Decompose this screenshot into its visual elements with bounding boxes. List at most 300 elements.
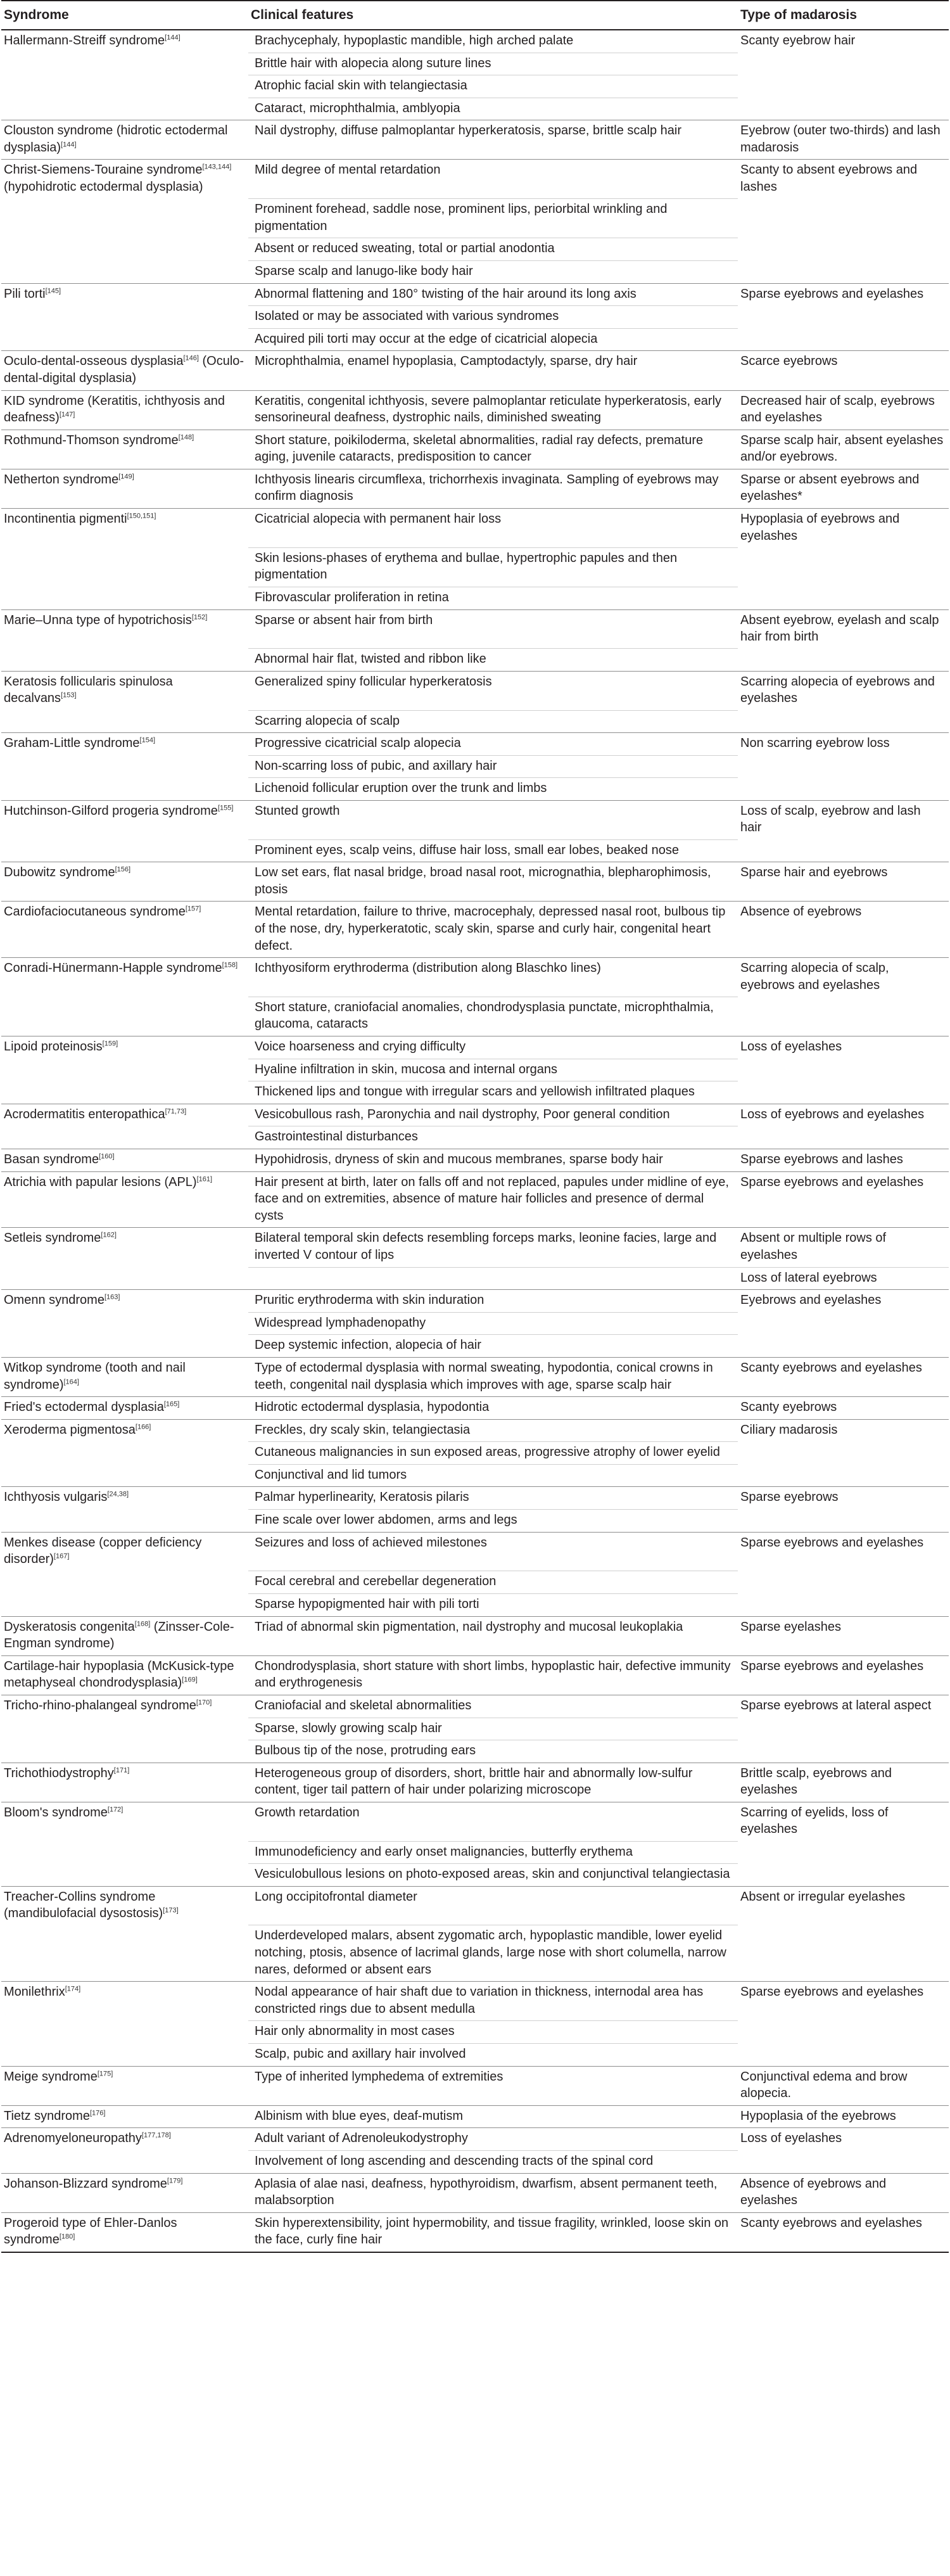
table-row: [1, 2128, 949, 2151]
madarosis-type-cell: Sparse eyebrows and eyelashes: [738, 283, 949, 306]
madarosis-type-cell: [738, 2021, 949, 2044]
reference-marker: [153]: [61, 691, 77, 699]
table-row: [1, 306, 949, 329]
syndrome-name: Witkop syndrome (tooth and nail syndrome): [4, 1360, 186, 1392]
table-row: [1, 1335, 949, 1358]
clinical-feature-cell: Ichthyosis linearis circumflexa, trichorrhexis invaginata. Sampling of eyebrows may confirm diagnosis: [248, 469, 738, 508]
madarosis-type-cell: [738, 1442, 949, 1465]
madarosis-type-cell: Eyebrows and eyelashes: [738, 1290, 949, 1313]
syndrome-name: Netherton syndrome: [4, 472, 119, 487]
madarosis-type-cell: [738, 1510, 949, 1533]
table-row: [1, 2105, 949, 2128]
clinical-feature-cell: Microphthalmia, enamel hypoplasia, Camptodactyly, sparse, dry hair: [248, 351, 738, 390]
madarosis-type-cell: Loss of eyelashes: [738, 2128, 949, 2151]
syndrome-cell: [1, 1104, 248, 1126]
syndrome-name: Monilethrix: [4, 1985, 65, 1999]
reference-marker: [146]: [183, 354, 199, 362]
reference-marker: [71,73]: [165, 1107, 187, 1116]
madarosis-type-cell: [738, 260, 949, 283]
syndrome-name: Conradi-Hünermann-Happle syndrome: [4, 961, 222, 976]
clinical-feature-cell: Hair only abnormality in most cases: [248, 2021, 738, 2044]
clinical-feature-cell: Heterogeneous group of disorders, short, brittle hair and abnormally low-sulfur content, tiger tail pattern of hair under polarizing microscope: [248, 1763, 738, 1802]
table-row: [1, 1397, 949, 1420]
table-row: [1, 53, 949, 75]
madarosis-type-cell: [738, 1464, 949, 1487]
syndrome-cell: [1, 1487, 248, 1510]
syndrome-cell: [1, 1763, 248, 1802]
table-row: [1, 1841, 949, 1864]
syndrome-cell: [1, 1267, 248, 1290]
clinical-feature-cell: Vesicobullous rash, Paronychia and nail dystrophy, Poor general condition: [248, 1104, 738, 1126]
header-clinical-features: Clinical features: [248, 1, 738, 30]
table-row: [1, 1763, 949, 1802]
clinical-feature-cell: Hyaline infiltration in skin, mucosa and internal organs: [248, 1059, 738, 1081]
madarosis-type-cell: [738, 1925, 949, 1982]
syndrome-cell: [1, 547, 248, 587]
clinical-feature-cell: Short stature, craniofacial anomalies, chondrodysplasia punctate, microphthalmia, glaucoma, cataracts: [248, 997, 738, 1036]
clinical-feature-cell: Hypohidrosis, dryness of skin and mucous membranes, sparse body hair: [248, 1149, 738, 1171]
reference-marker: [160]: [99, 1152, 115, 1161]
syndrome-cell: [1, 1335, 248, 1358]
table-row: [1, 238, 949, 261]
clinical-feature-cell: Long occipitofrontal diameter: [248, 1886, 738, 1925]
madarosis-type-cell: [738, 2044, 949, 2067]
reference-marker: [177,178]: [141, 2131, 171, 2139]
madarosis-type-cell: [738, 649, 949, 672]
madarosis-type-cell: Sparse or absent eyebrows and eyelashes*: [738, 469, 949, 508]
syndrome-name: Dubowitz syndrome: [4, 865, 115, 880]
table-row: [1, 1740, 949, 1763]
madarosis-type-cell: Hypoplasia of eyebrows and eyelashes: [738, 509, 949, 548]
clinical-feature-cell: Cutaneous malignancies in sun exposed areas, progressive atrophy of lower eyelid: [248, 1442, 738, 1465]
table-row: [1, 1510, 949, 1533]
table-row: [1, 1982, 949, 2021]
madarosis-type-cell: [738, 1864, 949, 1887]
syndrome-cell: [1, 2066, 248, 2105]
clinical-feature-cell: Pruritic erythroderma with skin induration: [248, 1290, 738, 1313]
clinical-feature-cell: Conjunctival and lid tumors: [248, 1464, 738, 1487]
syndrome-name: Incontinentia pigmenti: [4, 512, 127, 526]
clinical-feature-cell: Scalp, pubic and axillary hair involved: [248, 2044, 738, 2067]
reference-marker: [163]: [104, 1293, 120, 1301]
syndrome-name: Setleis syndrome: [4, 1231, 101, 1246]
clinical-feature-cell: Voice hoarseness and crying difficulty: [248, 1036, 738, 1059]
reference-marker: [149]: [118, 473, 134, 481]
madarosis-type-cell: Sparse eyebrows and lashes: [738, 1149, 949, 1171]
madarosis-type-cell: Absence of eyebrows and eyelashes: [738, 2173, 949, 2212]
table-row: [1, 1104, 949, 1126]
syndrome-cell: [1, 1290, 248, 1313]
syndrome-name: Meige syndrome: [4, 2069, 98, 2084]
syndrome-cell: [1, 710, 248, 733]
madarosis-type-cell: Sparse eyebrows and eyelashes: [738, 1655, 949, 1695]
syndrome-cell: [1, 587, 248, 609]
syndrome-name: Bloom's syndrome: [4, 1805, 108, 1820]
reference-marker: [168]: [134, 1619, 151, 1628]
header-syndrome: Syndrome: [1, 1, 248, 30]
reference-marker: [176]: [89, 2109, 106, 2117]
syndrome-name: Trichothiodystrophy: [4, 1766, 114, 1780]
syndrome-cell: [1, 800, 248, 839]
syndrome-cell: [1, 469, 248, 508]
table-row: [1, 260, 949, 283]
clinical-feature-cell: Nail dystrophy, diffuse palmoplantar hyperkeratosis, sparse, brittle scalp hair: [248, 120, 738, 160]
reference-marker: [24,38]: [107, 1490, 129, 1498]
clinical-feature-cell: Low set ears, flat nasal bridge, broad nasal root, micrognathia, blepharophimosis, ptosis: [248, 862, 738, 902]
table-row: [1, 75, 949, 98]
table-row: [1, 547, 949, 587]
clinical-feature-cell: Prominent forehead, saddle nose, prominent lips, periorbital wrinkling and pigmentation: [248, 199, 738, 238]
syndrome-name: Cartilage-hair hypoplasia (McKusick-type metaphyseal chondrodysplasia): [4, 1659, 234, 1690]
clinical-feature-cell: Vesiculobullous lesions on photo-exposed areas, skin and conjunctival telangiectasia: [248, 1864, 738, 1887]
madarosis-type-cell: Absent eyebrow, eyelash and scalp hair from birth: [738, 609, 949, 649]
madarosis-type-cell: Scarring alopecia of scalp, eyebrows and eyelashes: [738, 958, 949, 997]
syndrome-name-suffix: (Zinsser-Cole-Engman syndrome): [4, 1619, 234, 1651]
reference-marker: [159]: [102, 1040, 118, 1048]
reference-marker: [169]: [182, 1676, 198, 1684]
clinical-feature-cell: Nodal appearance of hair shaft due to variation in thickness, internodal area has constricted rings due to absent medulla: [248, 1982, 738, 2021]
table-row: [1, 328, 949, 351]
clinical-feature-cell: Albinism with blue eyes, deaf-mutism: [248, 2105, 738, 2128]
clinical-feature-cell: Brittle hair with alopecia along suture lines: [248, 53, 738, 75]
table-body: [1, 30, 949, 2252]
table-row: [1, 862, 949, 902]
madarosis-type-cell: Scarce eyebrows: [738, 351, 949, 390]
reference-marker: [143,144]: [202, 163, 232, 171]
syndrome-cell: [1, 120, 248, 160]
syndrome-name: Fried's ectodermal dysplasia: [4, 1400, 164, 1415]
clinical-feature-cell: Mental retardation, failure to thrive, macrocephaly, depressed nasal root, bulbous tip of the nose, dry, hyperkeratotic, scaly skin, sparse and curly hair, congenital heart defect.: [248, 902, 738, 958]
madarosis-type-cell: Sparse eyebrows at lateral aspect: [738, 1695, 949, 1718]
syndrome-cell: [1, 1571, 248, 1594]
table-row: [1, 1036, 949, 1059]
syndrome-cell: [1, 1442, 248, 1465]
reference-marker: [157]: [185, 905, 201, 913]
reference-marker: [156]: [115, 865, 131, 874]
syndrome-name: Ichthyosis vulgaris: [4, 1490, 108, 1505]
syndrome-name: Progeroid type of Ehler-Danlos syndrome: [4, 2216, 177, 2247]
table-row: [1, 1059, 949, 1081]
reference-marker: [144]: [61, 141, 77, 149]
clinical-feature-cell: Sparse, slowly growing scalp hair: [248, 1718, 738, 1740]
syndrome-cell: [1, 778, 248, 801]
clinical-feature-cell: Abnormal flattening and 180° twisting of the hair around its long axis: [248, 283, 738, 306]
table-row: [1, 1571, 949, 1594]
madarosis-type-cell: [738, 710, 949, 733]
reference-marker: [180]: [59, 2233, 75, 2241]
reference-marker: [174]: [65, 1985, 81, 1993]
clinical-feature-cell: Skin hyperextensibility, joint hypermobility, and tissue fragility, wrinkled, loose skin on the face, curly fine hair: [248, 2212, 738, 2252]
clinical-feature-cell: Short stature, poikiloderma, skeletal abnormalities, radial ray defects, premature aging, juvenile cataracts, predisposition to cancer: [248, 430, 738, 469]
syndrome-cell: [1, 1802, 248, 1841]
syndrome-name: Graham-Little syndrome: [4, 736, 140, 751]
clinical-feature-cell: Type of ectodermal dysplasia with normal sweating, hypodontia, conical crowns in teeth, congenital nail dysplasia which improves with age, sparse scalp hair: [248, 1357, 738, 1396]
table-row: [1, 1126, 949, 1149]
syndrome-name: Atrichia with papular lesions (APL): [4, 1175, 197, 1189]
reference-marker: [145]: [45, 286, 61, 295]
reference-marker: [166]: [135, 1423, 151, 1431]
syndrome-name: Marie–Unna type of hypotrichosis: [4, 613, 192, 627]
syndrome-name: Tietz syndrome: [4, 2108, 90, 2123]
table-row: [1, 1695, 949, 1718]
clinical-feature-cell: Brachycephaly, hypoplastic mandible, high arched palate: [255, 33, 574, 48]
table-row: [1, 160, 949, 199]
clinical-feature-cell: Progressive cicatricial scalp alopecia: [248, 733, 738, 756]
clinical-feature-cell: Atrophic facial skin with telangiectasia: [248, 75, 738, 98]
table-row: [1, 1267, 949, 1290]
reference-marker: [150,151]: [127, 512, 156, 520]
table-row: [1, 30, 949, 53]
clinical-feature-cell: Immunodeficiency and early onset malignancies, butterfly erythema: [248, 1841, 738, 1864]
madarosis-type-cell: Sparse eyelashes: [738, 1616, 949, 1655]
madarosis-type-cell: [738, 98, 949, 120]
reference-marker: [172]: [107, 1806, 124, 1814]
syndrome-cell: [1, 609, 248, 649]
syndrome-cell: [1, 1982, 248, 2021]
madarosis-type-cell: [738, 2150, 949, 2173]
syndrome-name-suffix: (Oculo-dental-digital dysplasia): [4, 354, 244, 385]
madarosis-type-cell: [738, 238, 949, 261]
madarosis-type-cell: Loss of lateral eyebrows: [738, 1267, 949, 1290]
syndrome-name: Menkes disease (copper deficiency disorder): [4, 1535, 202, 1567]
table-row: [1, 997, 949, 1036]
clinical-feature-cell: Adult variant of Adrenoleukodystrophy: [248, 2128, 738, 2151]
madarosis-type-cell: Brittle scalp, eyebrows and eyelashes: [738, 1763, 949, 1802]
clinical-feature-cell: Palmar hyperlinearity, Keratosis pilaris: [248, 1487, 738, 1510]
madarosis-type-cell: [738, 53, 949, 75]
syndrome-cell: [1, 1228, 248, 1267]
clinical-feature-cell: Gastrointestinal disturbances: [248, 1126, 738, 1149]
table-row: [1, 671, 949, 710]
syndrome-cell: [1, 649, 248, 672]
table-row: [1, 2021, 949, 2044]
madarosis-syndromes-table: [1, 0, 949, 2253]
reference-marker: [173]: [163, 1906, 179, 1915]
header-row: [1, 1, 949, 30]
reference-marker: [158]: [222, 961, 238, 969]
syndrome-cell: [1, 430, 248, 469]
clinical-feature-cell: Aplasia of alae nasi, deafness, hypothyroidism, dwarfism, absent permanent teeth, malabsorption: [248, 2173, 738, 2212]
madarosis-type-cell: [738, 1593, 949, 1616]
reference-marker: [147]: [59, 411, 75, 419]
clinical-feature-cell: Sparse scalp and lanugo-like body hair: [248, 260, 738, 283]
clinical-feature-cell: Non-scarring loss of pubic, and axillary hair: [248, 755, 738, 778]
syndrome-cell: [1, 238, 248, 261]
syndrome-cell: [1, 1718, 248, 1740]
syndrome-name: Hutchinson-Gilford progeria syndrome: [4, 803, 218, 818]
reference-marker: [161]: [196, 1175, 213, 1183]
madarosis-type-cell: [738, 1335, 949, 1358]
madarosis-type-cell: [738, 1126, 949, 1149]
syndrome-cell: [1, 1419, 248, 1442]
madarosis-type-cell: Scarring of eyelids, loss of eyelashes: [738, 1802, 949, 1841]
table-row: [1, 778, 949, 801]
madarosis-type-cell: [738, 1081, 949, 1104]
syndrome-name: Johanson-Blizzard syndrome: [4, 2176, 167, 2191]
madarosis-type-cell: [738, 199, 949, 238]
madarosis-type-cell: Scanty to absent eyebrows and lashes: [738, 160, 949, 199]
syndrome-cell: [1, 862, 248, 902]
madarosis-type-cell: Eyebrow (outer two-thirds) and lash madarosis: [738, 120, 949, 160]
madarosis-type-cell: Absent or multiple rows of eyelashes: [738, 1228, 949, 1267]
clinical-feature-cell: Growth retardation: [248, 1802, 738, 1841]
syndrome-cell: [1, 1357, 248, 1396]
table-row: [1, 1442, 949, 1465]
table-row: [1, 1886, 949, 1925]
syndrome-cell: [1, 671, 248, 710]
table-row: [1, 1312, 949, 1335]
madarosis-type-cell: Scanty eyebrow hair: [740, 33, 856, 48]
syndrome-name: Acrodermatitis enteropathica: [4, 1107, 165, 1121]
reference-marker: [154]: [139, 736, 155, 744]
madarosis-type-cell: [738, 1312, 949, 1335]
table-row: [1, 733, 949, 756]
table-row: [1, 1802, 949, 1841]
table-row: [1, 649, 949, 672]
syndrome-name: Dyskeratosis congenita: [4, 1619, 135, 1634]
syndrome-cell: [1, 1695, 248, 1718]
table-row: [1, 1081, 949, 1104]
syndrome-cell: [1, 1171, 248, 1228]
syndrome-cell: [1, 390, 248, 430]
syndrome-cell: [1, 98, 248, 120]
madarosis-type-cell: [738, 778, 949, 801]
madarosis-type-cell: Scanty eyebrows and eyelashes: [738, 1357, 949, 1396]
syndrome-cell: [1, 1925, 248, 1982]
table-row: [1, 902, 949, 958]
clinical-feature-cell: Triad of abnormal skin pigmentation, nail dystrophy and mucosal leukoplakia: [248, 1616, 738, 1655]
table-row: [1, 1655, 949, 1695]
reference-marker: [170]: [196, 1699, 212, 1707]
syndrome-name: Hallermann-Streiff syndrome: [4, 33, 165, 48]
syndrome-cell: [1, 1740, 248, 1763]
madarosis-type-cell: Sparse scalp hair, absent eyelashes and/or eyebrows.: [738, 430, 949, 469]
syndrome-cell: [1, 509, 248, 548]
syndrome-cell: [1, 1841, 248, 1864]
syndrome-cell: [1, 2212, 248, 2252]
table-row: [1, 469, 949, 508]
madarosis-type-cell: Scanty eyebrows: [738, 1397, 949, 1420]
madarosis-type-cell: [738, 839, 949, 862]
table-row: [1, 283, 949, 306]
madarosis-type-cell: Loss of scalp, eyebrow and lash hair: [738, 800, 949, 839]
syndrome-cell: [1, 2021, 248, 2044]
table-row: [1, 509, 949, 548]
clinical-feature-cell: Mild degree of mental retardation: [248, 160, 738, 199]
clinical-feature-cell: Abnormal hair flat, twisted and ribbon like: [248, 649, 738, 672]
syndrome-cell: [1, 1886, 248, 1925]
syndrome-name: Cardiofaciocutaneous syndrome: [4, 905, 186, 919]
table-row: [1, 98, 949, 120]
clinical-feature-cell: Sparse hypopigmented hair with pili torti: [248, 1593, 738, 1616]
clinical-feature-cell: Cataract, microphthalmia, amblyopia: [248, 98, 738, 120]
table-row: [1, 2212, 949, 2252]
syndrome-cell: [1, 306, 248, 329]
syndrome-cell: [1, 1593, 248, 1616]
madarosis-type-cell: [738, 997, 949, 1036]
syndrome-cell: [1, 2150, 248, 2173]
reference-marker: [175]: [97, 2069, 113, 2077]
clinical-feature-cell: Hair present at birth, later on falls off and not replaced, papules under midline of eye, face and on extremities, absence of mature hair follicles and presence of dermal cysts: [248, 1171, 738, 1228]
table-row: [1, 1864, 949, 1887]
madarosis-type-cell: [738, 1841, 949, 1864]
table-row: [1, 1290, 949, 1313]
reference-marker: [148]: [178, 433, 194, 442]
madarosis-type-cell: Loss of eyebrows and eyelashes: [738, 1104, 949, 1126]
clinical-feature-cell: Absent or reduced sweating, total or partial anodontia: [248, 238, 738, 261]
clinical-feature-cell: Generalized spiny follicular hyperkeratosis: [248, 671, 738, 710]
syndrome-name: Keratosis follicularis spinulosa decalvans: [4, 674, 173, 706]
clinical-feature-cell: Prominent eyes, scalp veins, diffuse hair loss, small ear lobes, beaked nose: [248, 839, 738, 862]
syndrome-name: Christ-Siemens-Touraine syndrome: [4, 163, 203, 177]
syndrome-cell: [1, 755, 248, 778]
clinical-feature-cell: Involvement of long ascending and descending tracts of the spinal cord: [248, 2150, 738, 2173]
reference-marker: [144]: [165, 34, 180, 42]
madarosis-type-cell: Sparse eyebrows and eyelashes: [738, 1982, 949, 2021]
clinical-feature-cell: Stunted growth: [248, 800, 738, 839]
madarosis-type-cell: [738, 587, 949, 609]
syndrome-cell: [1, 997, 248, 1036]
clinical-feature-cell: Lichenoid follicular eruption over the trunk and limbs: [248, 778, 738, 801]
table-row: [1, 1532, 949, 1571]
syndrome-name-suffix: (hypohidrotic ectodermal dysplasia): [4, 180, 203, 194]
syndrome-cell: [1, 30, 248, 53]
madarosis-type-cell: [738, 1740, 949, 1763]
table-row: [1, 609, 949, 649]
syndrome-cell: [1, 1059, 248, 1081]
table-row: [1, 587, 949, 609]
table-row: [1, 199, 949, 238]
table-row: [1, 1357, 949, 1396]
syndrome-name: Treacher-Collins syndrome (mandibulofacial dysostosis): [4, 1889, 163, 1921]
table-row: [1, 1593, 949, 1616]
syndrome-cell: [1, 351, 248, 390]
syndrome-cell: [1, 1312, 248, 1335]
madarosis-type-cell: [738, 1718, 949, 1740]
table-row: [1, 2066, 949, 2105]
clinical-feature-cell: Fibrovascular proliferation in retina: [248, 587, 738, 609]
clinical-feature-cell: Freckles, dry scaly skin, telangiectasia: [248, 1419, 738, 1442]
madarosis-type-cell: [738, 1059, 949, 1081]
madarosis-type-cell: Non scarring eyebrow loss: [738, 733, 949, 756]
syndrome-cell: [1, 199, 248, 238]
syndrome-cell: [1, 958, 248, 997]
table-row: [1, 1171, 949, 1228]
syndrome-cell: [1, 1510, 248, 1533]
clinical-feature-cell: Isolated or may be associated with various syndromes: [248, 306, 738, 329]
reference-marker: [167]: [53, 1552, 70, 1560]
syndrome-name: Omenn syndrome: [4, 1293, 104, 1308]
clinical-feature-cell: Sparse or absent hair from birth: [248, 609, 738, 649]
madarosis-type-cell: [738, 306, 949, 329]
syndrome-name: Pili torti: [4, 286, 46, 301]
clinical-feature-cell: Bilateral temporal skin defects resembling forceps marks, leonine facies, large and inverted V contour of lips: [248, 1228, 738, 1267]
syndrome-cell: [1, 1036, 248, 1059]
syndrome-cell: [1, 1532, 248, 1571]
reference-marker: [162]: [101, 1231, 117, 1239]
madarosis-type-cell: [738, 75, 949, 98]
clinical-feature-cell: Craniofacial and skeletal abnormalities: [248, 1695, 738, 1718]
table-row: [1, 2173, 949, 2212]
madarosis-type-cell: Loss of eyelashes: [738, 1036, 949, 1059]
syndrome-cell: [1, 1464, 248, 1487]
table-row: [1, 1616, 949, 1655]
madarosis-type-cell: [738, 755, 949, 778]
clinical-feature-cell: Cicatricial alopecia with permanent hair loss: [248, 509, 738, 548]
reference-marker: [164]: [63, 1377, 79, 1386]
table-row: [1, 390, 949, 430]
clinical-feature-cell: Seizures and loss of achieved milestones: [248, 1532, 738, 1571]
